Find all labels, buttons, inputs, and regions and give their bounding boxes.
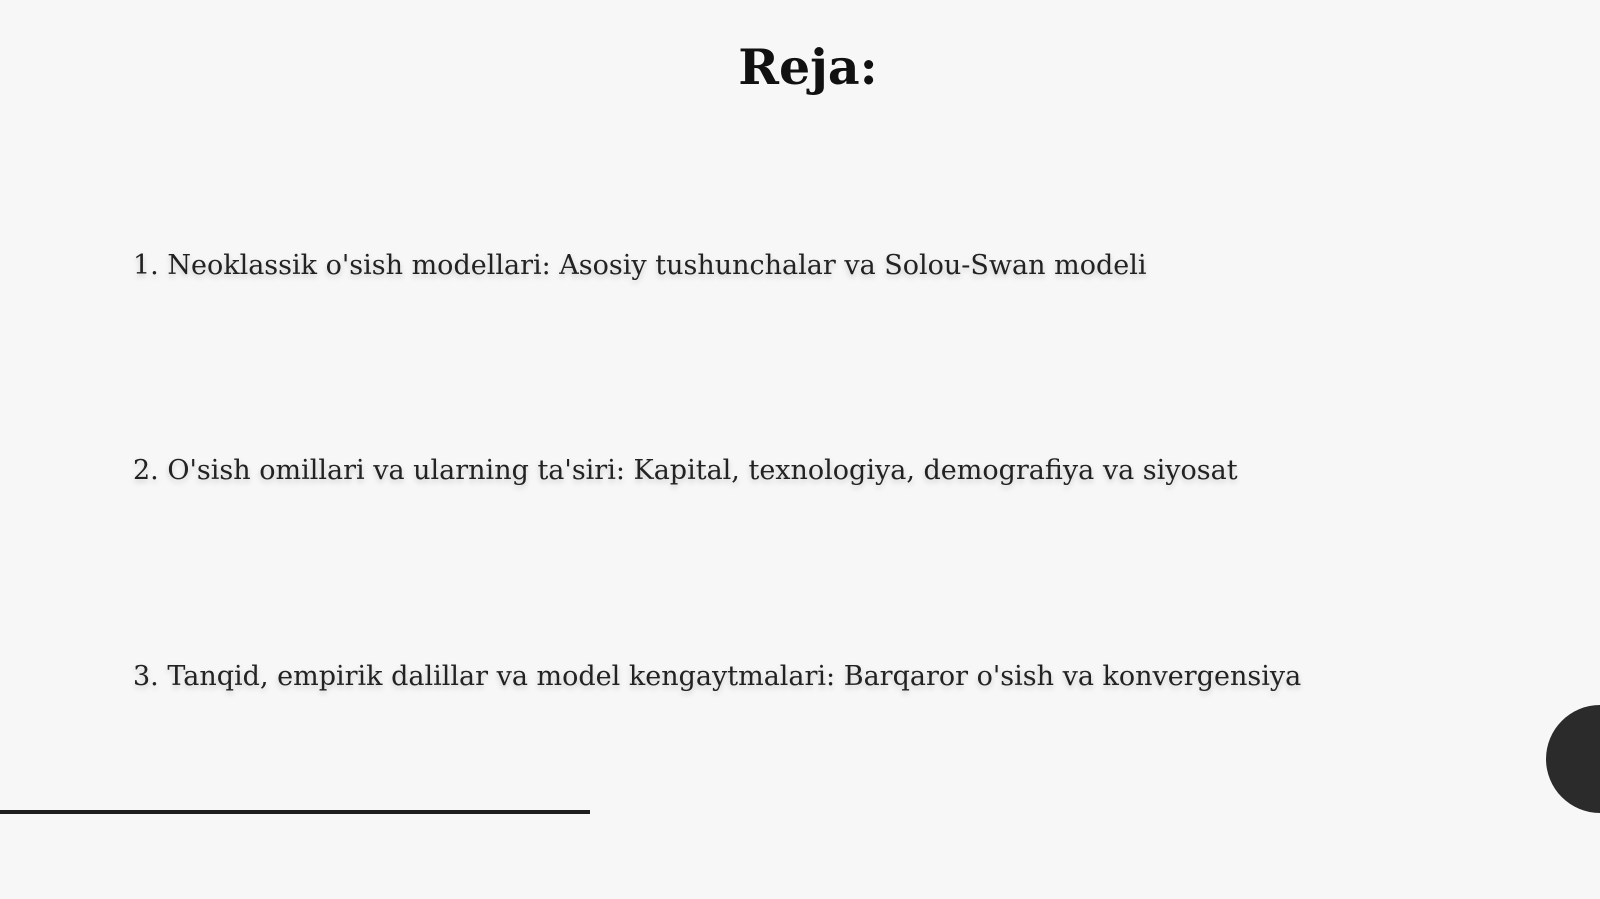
plan-item-2: 2. O'sish omillari va ularning ta'siri: Kapital, texnologiya, demografiya va siyosat [133,455,1238,486]
decorative-divider-line [0,810,590,814]
plan-item-1: 1. Neoklassik o'sish modellari: Asosiy tushunchalar va Solou-Swan modeli [133,250,1147,281]
decorative-half-circle [1546,705,1600,813]
slide-title: Reja: [738,38,878,96]
plan-item-3: 3. Tanqid, empirik dalillar va model kengaytmalari: Barqaror o'sish va konvergensiya [133,661,1302,692]
